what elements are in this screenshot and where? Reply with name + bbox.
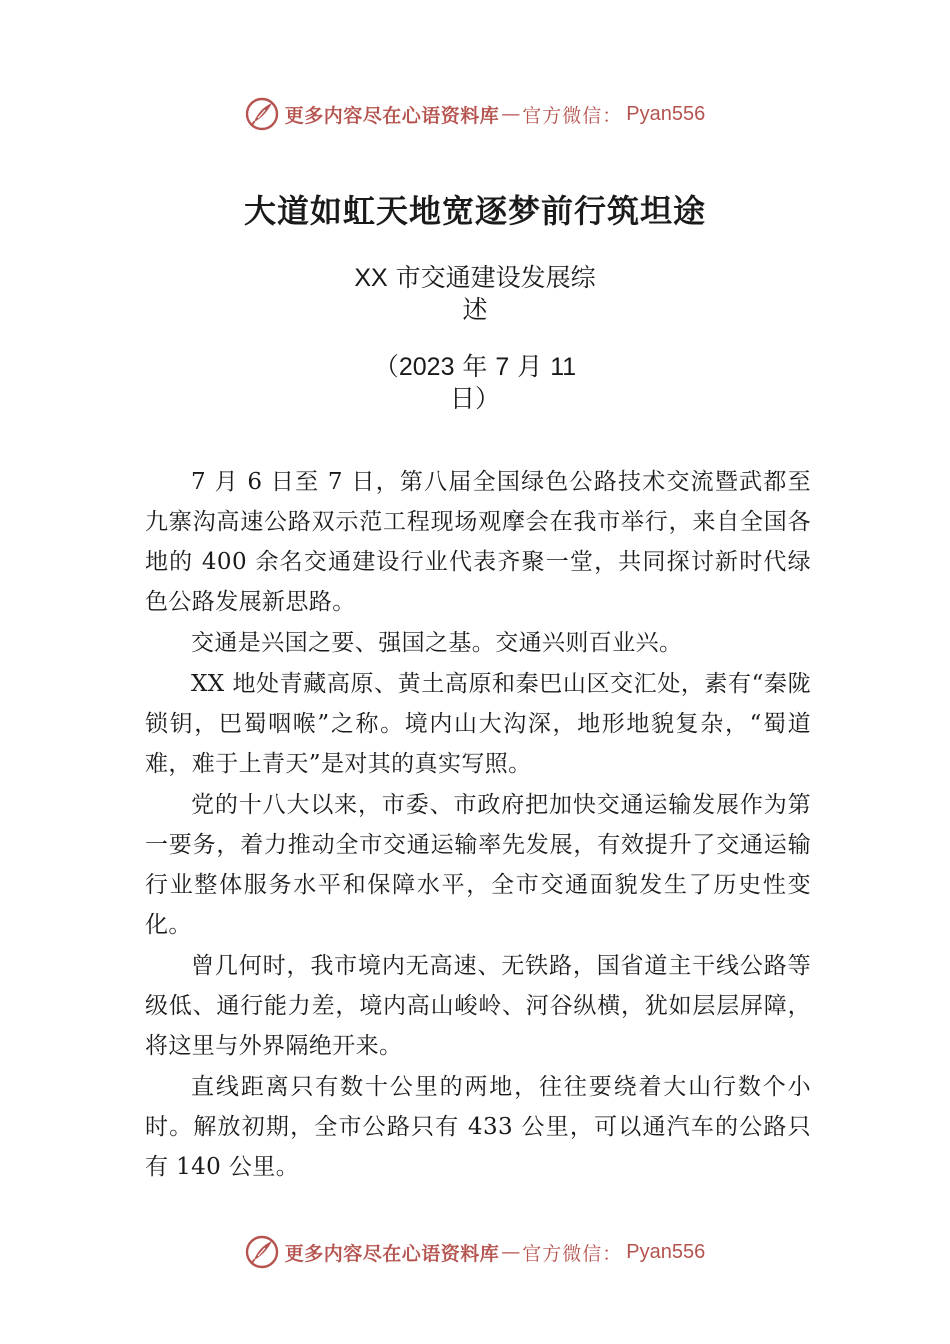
body-paragraph: 交通是兴国之要、强国之基。交通兴则百业兴。 [191,630,683,656]
header-watermark-banner [0,94,950,134]
quill-pen-logo-icon [245,1235,279,1269]
date-month: 7 [495,353,510,381]
date-day: 11 [550,353,577,381]
body-paragraph: 7 月 6 日至 7 日，第八届全国绿色公路技术交流暨武都至九寨沟高速公路双示范工程现场观摩会在我市举行，来自全国各地的 400 余名交通建设行业代表齐聚一堂，共同探讨新时代绿色公路发展新思路。 [145,469,811,615]
date-open-paren: （ [373,352,399,381]
document-subtitle-line1 [0,261,950,295]
wechat-id: Pyan556 [626,1240,706,1263]
separator-dash: — [501,1241,521,1263]
wechat-label: 官方微信： [522,104,623,127]
body-paragraph: 曾几何时，我市境内无高速、无铁路，国省道主干线公路等级低、通行能力差，境内高山峻岭、河谷纵横，犹如层层屏障，将这里与外界隔绝开来。 [145,953,811,1059]
date-month-unit: 月 [509,352,551,381]
date-year: 2023 [398,353,455,381]
body-paragraph: 党的十八大以来，市委、市政府把加快交通运输发展作为第一要务，着力推动全市交通运输率先发展，有效提升了交通运输行业整体服务水平和保障水平，全市交通面貌发生了历史性变化。 [145,792,811,938]
date-year-unit: 年 [454,352,496,381]
body-paragraph: XX 地处青藏高原、黄土高原和秦巴山区交汇处，素有“秦陇锁钥，巴蜀咽喉”之称。境内山大沟深，地形地貌复杂，“蜀道难，难于上青天”是对其的真实写照。 [145,671,811,777]
document-body [145,462,811,1188]
library-text: 更多内容尽在心语资料库 [284,1242,500,1265]
document-date-line1 [0,350,950,384]
separator-dash: — [501,103,521,125]
quill-pen-logo-icon [245,97,279,131]
wechat-label: 官方微信： [522,1242,623,1265]
footer-watermark-banner [0,1232,950,1272]
library-text: 更多内容尽在心语资料库 [284,104,500,127]
body-paragraph: 直线距离只有数十公里的两地，往往要绕着大山行数个小时。解放初期，全市公路只有 433 公里，可以通汽车的公路只有 140 公里。 [145,1074,811,1180]
wechat-id: Pyan556 [626,102,706,125]
subtitle-latin: XX [354,264,388,292]
document-subtitle-line2: 述 [462,295,488,324]
document-title: 大道如虹天地宽逐梦前行筑坦途 [243,192,706,230]
document-date-line2: 日） [449,384,500,413]
subtitle-rest: 市交通建设发展综 [387,263,596,292]
